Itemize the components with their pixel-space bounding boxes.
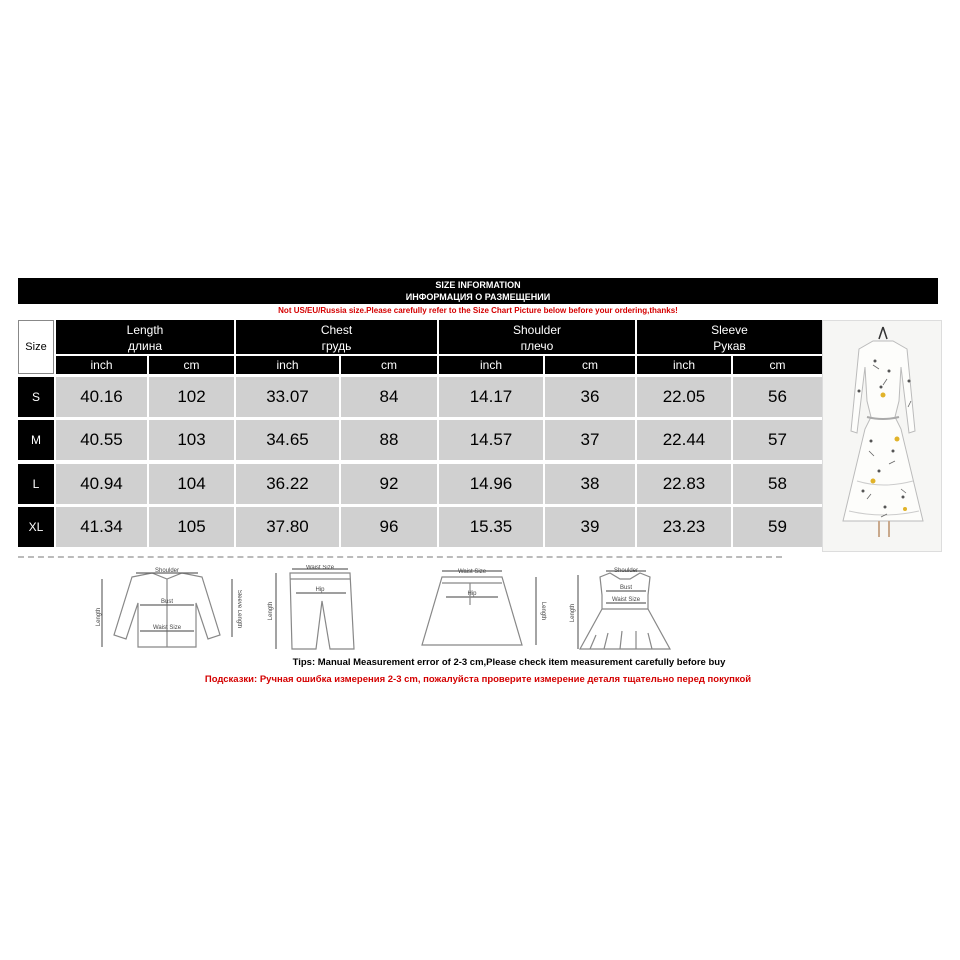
table-cell: 40.55 — [56, 420, 147, 460]
size-warning-text: Not US/EU/Russia size.Please carefully refer to the Size Chart Picture below before your ordering,thanks! — [278, 306, 678, 315]
size-row-label: L — [18, 464, 54, 504]
table-cell: 56 — [733, 377, 822, 417]
length-header — [56, 320, 234, 354]
unit-header: inch — [439, 356, 543, 374]
sketch-label: Length — [268, 601, 274, 621]
chest-header — [236, 320, 437, 354]
table-cell: 57 — [733, 420, 822, 460]
unit-header: cm — [545, 356, 635, 374]
size-info-title: SIZE INFORMATION — [435, 280, 521, 290]
sketch-label: Waist Size — [457, 569, 487, 575]
sketch-label: Waist Size — [305, 565, 335, 571]
table-cell: 33.07 — [236, 377, 339, 417]
unit-header: inch — [56, 356, 147, 374]
length-label: Length — [126, 323, 164, 337]
table-cell: 39 — [545, 507, 635, 547]
table-cell: 36.22 — [236, 464, 339, 504]
sketch-label: Shoulder — [154, 568, 180, 574]
dress-measure-icon — [566, 565, 676, 655]
unit-header: cm — [341, 356, 437, 374]
sketch-label: Waist Size — [152, 625, 182, 631]
size-info-header — [18, 278, 938, 304]
size-row-label: S — [18, 377, 54, 417]
sleeve-label-ru: Рукав — [713, 339, 746, 353]
shirt-measure-icon — [92, 565, 242, 655]
shoulder-header — [439, 320, 635, 354]
table-cell: 58 — [733, 464, 822, 504]
table-cell: 41.34 — [56, 507, 147, 547]
table-cell: 15.35 — [439, 507, 543, 547]
table-cell: 34.65 — [236, 420, 339, 460]
table-cell: 103 — [149, 420, 234, 460]
size-row-label: M — [18, 420, 54, 460]
sketch-label: Hip — [467, 591, 477, 597]
sketch-label: Shoulder — [613, 568, 639, 574]
table-cell: 14.17 — [439, 377, 543, 417]
skirt-measure-icon — [412, 565, 552, 655]
table-cell: 36 — [545, 377, 635, 417]
dress-image-icon — [823, 321, 942, 552]
unit-header: cm — [149, 356, 234, 374]
table-cell: 22.83 — [637, 464, 731, 504]
size-column-header: Size — [18, 320, 54, 374]
sketch-label: Bust — [619, 585, 633, 591]
section-divider — [18, 556, 782, 558]
sketch-label: Sleeve Length — [236, 589, 242, 629]
tips-text: Tips: Manual Measurement error of 2-3 cm,Please check item measurement carefully before buy — [292, 657, 726, 668]
table-cell: 22.44 — [637, 420, 731, 460]
product-photo — [822, 320, 942, 552]
table-cell: 37.80 — [236, 507, 339, 547]
table-cell: 104 — [149, 464, 234, 504]
sketch-label: Bust — [160, 599, 174, 605]
chest-label: Chest — [320, 323, 353, 337]
table-cell: 96 — [341, 507, 437, 547]
table-cell: 40.94 — [56, 464, 147, 504]
table-cell: 84 — [341, 377, 437, 417]
table-cell: 14.96 — [439, 464, 543, 504]
table-cell: 37 — [545, 420, 635, 460]
sleeve-header — [637, 320, 822, 354]
table-cell: 23.23 — [637, 507, 731, 547]
table-cell: 38 — [545, 464, 635, 504]
table-cell: 102 — [149, 377, 234, 417]
sleeve-label: Sleeve — [711, 323, 748, 337]
sketch-label: Length — [96, 607, 102, 627]
unit-header: inch — [236, 356, 339, 374]
size-info-title-ru: ИНФОРМАЦИЯ О РАЗМЕЩЕНИИ — [405, 292, 551, 302]
table-cell: 40.16 — [56, 377, 147, 417]
table-cell: 59 — [733, 507, 822, 547]
sketch-label: Waist Size — [611, 597, 641, 603]
sketch-label: Length — [570, 603, 576, 623]
table-cell: 14.57 — [439, 420, 543, 460]
shoulder-label-ru: плечо — [520, 339, 554, 353]
shoulder-label: Shoulder — [512, 323, 562, 337]
table-cell: 105 — [149, 507, 234, 547]
unit-header: inch — [637, 356, 731, 374]
tips-text-ru: Подсказки: Ручная ошибка измерения 2-3 cm, пожалуйста проверите измерение деталя тщательно перед покупкой — [204, 674, 752, 685]
sketch-label: Length — [540, 601, 546, 621]
table-cell: 22.05 — [637, 377, 731, 417]
unit-header: cm — [733, 356, 822, 374]
pants-measure-icon — [262, 565, 362, 655]
length-label-ru: длина — [127, 339, 162, 353]
sketch-label: Hip — [315, 587, 325, 593]
size-row-label: XL — [18, 507, 54, 547]
chest-label-ru: грудь — [321, 339, 352, 353]
table-cell: 88 — [341, 420, 437, 460]
table-cell: 92 — [341, 464, 437, 504]
